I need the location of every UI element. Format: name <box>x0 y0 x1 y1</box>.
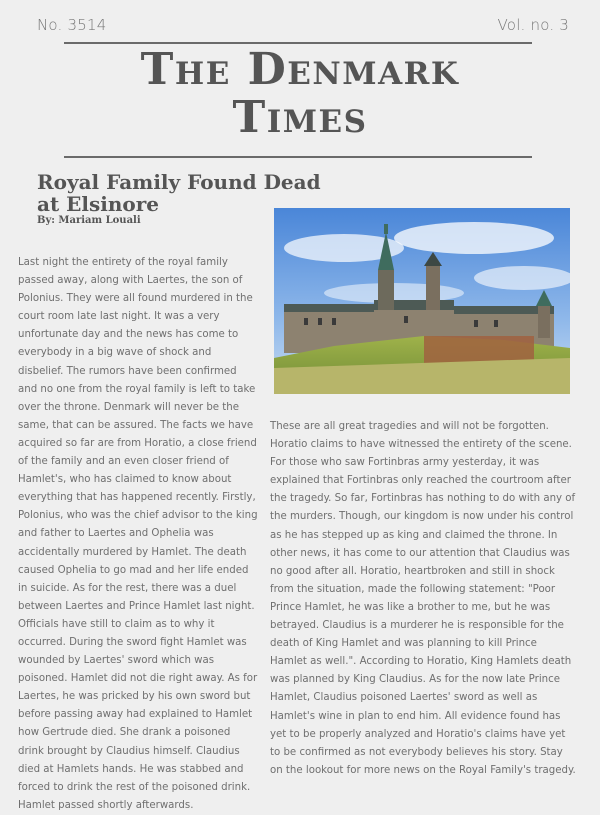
castle-photo <box>274 208 570 394</box>
article-right-column: These are all great tragedies and will not be forgotten. Horatio claims to have witnessed the entirety of the scene. For those who saw Fortinbras army yesterday, it was explained that Fortinbras only reached the courtroom after the tragedy. So far, Fortinbras has nothing to do with any of the murders. Though, our kingdom is now under his control as he has stepped up as king and claimed the throne. In other news, it has come to our attention that Claudius was no good after all. Horatio, heartbroken and still in shock from the situation, made the following statement: "Poor Prince Hamlet, he was like a brother to me, but he was betrayed. Claudius is a murderer he is responsible for the death of King Hamlet and was planning to kill Prince Hamlet as well.". According to Horatio, King Hamlets death was planned by King Claudius. As for the now late Prince Hamlet, Claudius poisoned Laertes' sword as well as Hamlet's wine in plan to end him. All evidence found has yet to be properly analyzed and Horatio's claims have yet to be confirmed as not everybody believes his story. Stay on the lookout for more news on the Royal Family's tragedy. <box>270 421 576 776</box>
headline-line-1: Royal Family Found Dead <box>37 170 321 194</box>
masthead-line-1: The Denmark <box>140 44 460 95</box>
masthead-title <box>0 46 600 142</box>
masthead-bottom-rule <box>64 156 532 158</box>
masthead-line-2: Times <box>232 92 368 143</box>
issue-number: No. 3514 <box>37 16 107 34</box>
volume-number: Vol. no. 3 <box>497 16 569 34</box>
article-left-column: Last night the entirety of the royal family passed away, along with Laertes, the son of Polonius. They were all found murdered in the court room late last night. It was a very unfortunate day and the news has come to everybody in a big wave of shock and disbelief. The rumors have been confirmed and no one from the royal family is left to take over the throne. Denmark will never be the same, that can be assured. The facts we have acquired so far are from Horatio, a close friend of the family and an even closer friend of Hamlet's, who has claimed to know about everything that has happened recently. Firstly, Polonius, who was the chief advisor to the king and father to Laertes and Ophelia was accidentally murdered by Hamlet. The death caused Ophelia to go mad and her life ended in suicide. As for the rest, there was a duel between Laertes and Prince Hamlet last night. Officials have still to claim as to why it occurred. During the sword fight Hamlet was wounded by Laertes' sword which was poisoned. Hamlet did not die right away. As for Laertes, he was pricked by his own sword but before passing away had explained to Hamlet how Gertrude died. She drank a poisoned drink brought by Claudius himself. Claudius died at Hamlets hands. He was stabbed and forced to drink the rest of the poisoned drink. Hamlet passed shortly afterwards. <box>18 257 258 811</box>
article-byline: By: Mariam Louali <box>37 215 141 226</box>
headline-line-2: at Elsinore <box>37 192 160 216</box>
